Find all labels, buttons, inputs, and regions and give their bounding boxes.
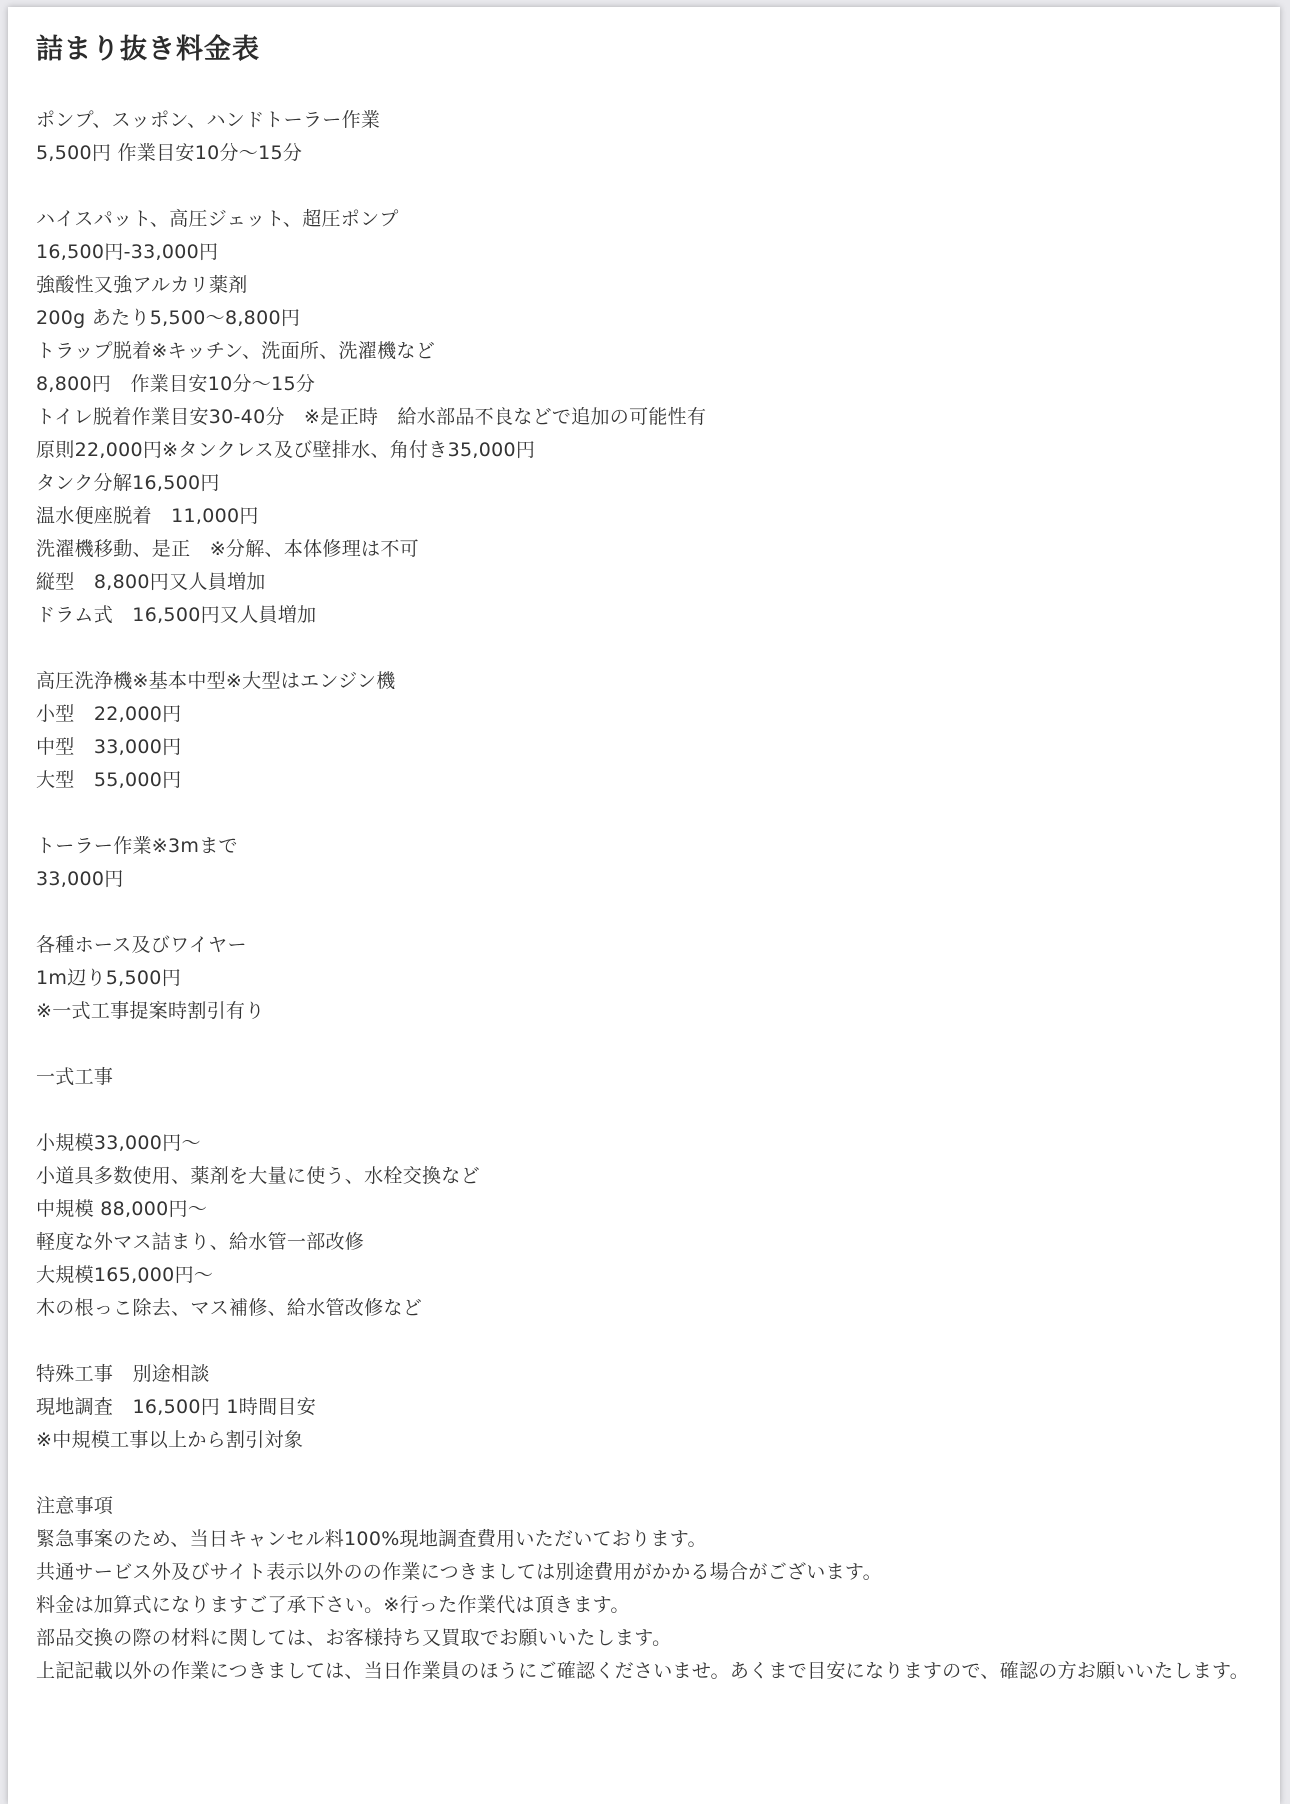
text-line: 部品交換の際の材料に関しては、お客様持ち又買取でお願いいたします。 — [36, 1627, 672, 1649]
blank-line — [36, 1094, 1252, 1127]
blank-line — [36, 896, 1252, 929]
blank-line — [36, 1457, 1252, 1490]
blank-line — [36, 797, 1252, 830]
blank-line — [36, 1325, 1252, 1358]
text-line: ※一式工事提案時割引有り — [36, 1000, 265, 1022]
text-line: 16,500円-33,000円 — [36, 241, 219, 263]
text-line: 縦型 8,800円又人員増加 — [36, 571, 266, 593]
text-line: 小型 22,000円 — [36, 703, 182, 725]
text-line: 高圧洗浄機※基本中型※大型はエンジン機 — [36, 670, 396, 692]
text-line: 1m辺り5,500円 — [36, 967, 181, 989]
text-line: 緊急事案のため、当日キャンセル料100%現地調査費用いただいております。 — [36, 1528, 707, 1550]
text-line: 注意事項 — [36, 1495, 114, 1517]
text-line: 一式工事 — [36, 1066, 114, 1088]
text-line: 中規模 88,000円〜 — [36, 1198, 208, 1220]
text-line: 大型 55,000円 — [36, 769, 182, 791]
price-list-body — [36, 104, 1252, 1688]
text-line: 大規模165,000円〜 — [36, 1264, 214, 1286]
page-title: 詰まり抜き料金表 — [36, 34, 260, 65]
text-line: 料金は加算式になりますご了承下さい。※行った作業代は頂きます。 — [36, 1594, 630, 1616]
text-line: 洗濯機移動、是正 ※分解、本体修理は不可 — [36, 538, 419, 560]
text-line: タンク分解16,500円 — [36, 472, 220, 494]
text-line: 33,000円 — [36, 868, 124, 890]
text-line: ポンプ、スッポン、ハンドトーラー作業 — [36, 109, 381, 131]
blank-line — [36, 632, 1252, 665]
text-line: 温水便座脱着 11,000円 — [36, 505, 259, 527]
text-line: ※中規模工事以上から割引対象 — [36, 1429, 304, 1451]
blank-line — [36, 170, 1252, 203]
text-line: ドラム式 16,500円又人員増加 — [36, 604, 317, 626]
text-line: 軽度な外マス詰まり、給水管一部改修 — [36, 1231, 365, 1253]
text-line: 各種ホース及びワイヤー — [36, 934, 247, 956]
text-line: ハイスパット、高圧ジェット、超圧ポンプ — [36, 208, 399, 230]
text-line: 上記記載以外の作業につきましては、当日作業員のほうにご確認くださいませ。あくまで目安になりますので、確認の方お願いいたします。 — [36, 1660, 1250, 1682]
text-line: 8,800円 作業目安10分〜15分 — [36, 373, 316, 395]
text-line: 200g あたり5,500〜8,800円 — [36, 307, 301, 329]
text-line: 5,500円 作業目安10分〜15分 — [36, 142, 303, 164]
text-line: 共通サービス外及びサイト表示以外のの作業につきましては別途費用がかかる場合がございます。 — [36, 1561, 882, 1583]
text-line: 木の根っこ除去、マス補修、給水管改修など — [36, 1297, 423, 1319]
text-line: トーラー作業※3mまで — [36, 835, 238, 857]
text-line: 中型 33,000円 — [36, 736, 182, 758]
text-line: トイレ脱着作業目安30-40分 ※是正時 給水部品不良などで追加の可能性有 — [36, 406, 707, 428]
price-list-card — [8, 7, 1280, 1804]
text-line: 強酸性又強アルカリ薬剤 — [36, 274, 248, 296]
blank-line — [36, 1028, 1252, 1061]
text-line: 特殊工事 別途相談 — [36, 1363, 210, 1385]
text-line: 原則22,000円※タンクレス及び壁排水、角付き35,000円 — [36, 439, 536, 461]
text-line: 小規模33,000円〜 — [36, 1132, 201, 1154]
text-line: トラップ脱着※キッチン、洗面所、洗濯機など — [36, 340, 435, 362]
text-line: 現地調査 16,500円 1時間目安 — [36, 1396, 317, 1418]
text-line: 小道具多数使用、薬剤を大量に使う、水栓交換など — [36, 1165, 480, 1187]
